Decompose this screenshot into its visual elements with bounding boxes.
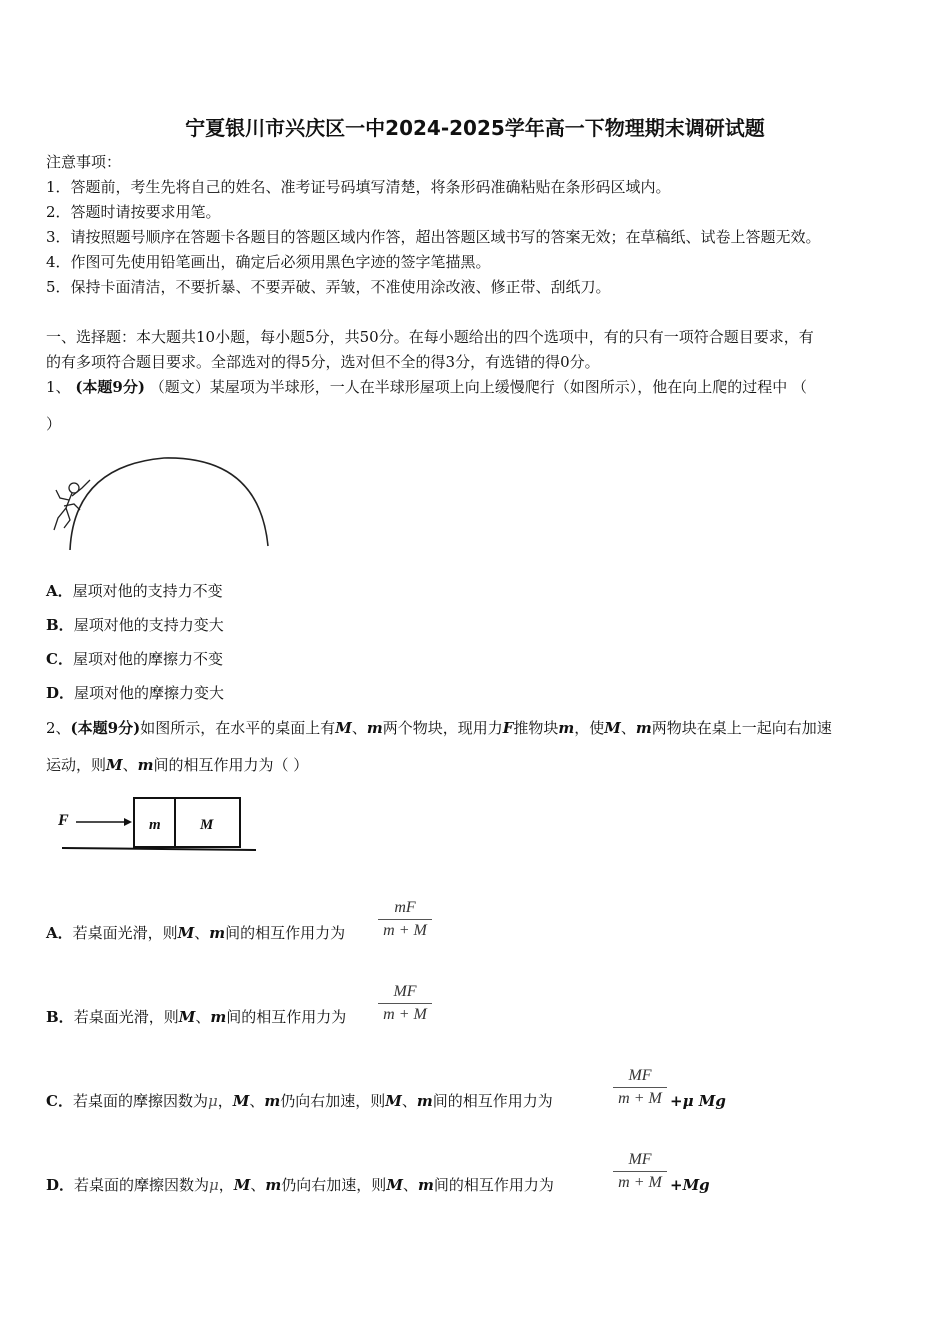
question-2-line2 [46, 755, 308, 775]
q2-text: 如图所示，在水平的桌面上有 [140, 719, 336, 737]
arrow-head [124, 818, 132, 826]
option-label: A． [46, 582, 73, 600]
numerator: MF [628, 1067, 652, 1084]
q2-text: 推物块 [513, 719, 559, 737]
note-item: 4．作图可先使用铅笔画出，确定后必须用黑色字迹的签字笔描黑。 [46, 253, 491, 271]
var-m: m [137, 756, 154, 774]
question-1 [46, 377, 807, 397]
q2-option-d[interactable] [46, 1175, 554, 1195]
page-title: 宁夏银川市兴庆区一中2024-2025学年高一下物理期末调研试题 [185, 116, 765, 140]
denominator: m + M [618, 1174, 662, 1191]
option-text: 仍向右加速，则 [281, 1176, 387, 1194]
option-text: ， [217, 1092, 233, 1110]
note-item: 5．保持卡面清洁，不要折暴、不要弄破、弄皱，不准使用涂改液、修正带、刮纸刀。 [46, 278, 611, 296]
table-surface [62, 848, 256, 850]
option-text: 仍向右加速，则 [280, 1092, 386, 1110]
section-intro-line1: 一、选择题：本大题共10小题，每小题5分，共50分。在每小题给出的四个选项中，有的只有一项符合题目要求，有 [46, 328, 814, 346]
fraction-c [613, 1066, 667, 1109]
var-m: m [558, 719, 575, 737]
option-text: ， [218, 1176, 234, 1194]
sep: 、 [351, 719, 367, 737]
denominator: m + M [618, 1090, 662, 1107]
option-label: C． [46, 650, 73, 668]
q1-text-cont: ） [46, 415, 62, 433]
q1-text: （题文）某屋项为半球形，一人在半球形屋项上向上缓慢爬行（如图所示），他在向上爬的过程中 （ [149, 378, 808, 396]
sep: 、 [402, 1176, 418, 1194]
dome-climber-figure [44, 446, 276, 554]
q1-tag: (本题9分) [75, 378, 145, 396]
block-m-label: m [149, 817, 161, 833]
blocks-figure [54, 792, 262, 856]
q1-option-c[interactable] [46, 649, 223, 669]
var-M: M [385, 1092, 402, 1110]
force-label: F [58, 812, 69, 829]
q2-text: 两物块在桌上一起向右加速 [651, 719, 832, 737]
option-text: 若桌面的摩擦因数为 [72, 1092, 208, 1110]
option-label: A． [46, 924, 73, 942]
option-text: 间的相互作用力为 [433, 1176, 554, 1194]
var-m: m [366, 719, 383, 737]
note-item: 2．答题时请按要求用笔。 [46, 203, 221, 221]
block-M-label: M [200, 817, 214, 833]
tail-d: +Mg [670, 1176, 710, 1194]
numerator: MF [628, 1151, 652, 1168]
fraction-d [613, 1150, 667, 1193]
option-label: B． [46, 1008, 74, 1026]
q2-tag: (本题9分) [70, 719, 141, 737]
mu-symbol: μ [209, 1176, 219, 1194]
sep: 、 [195, 1008, 211, 1026]
option-text: 间的相互作用力为 [432, 1092, 553, 1110]
var-m: m [209, 924, 226, 942]
q1-option-d[interactable] [46, 683, 224, 703]
mu-symbol: μ [207, 1092, 218, 1110]
option-label: B． [46, 616, 74, 634]
q1-number: 1、 [46, 378, 71, 396]
option-text: 屋项对他的支持力不变 [72, 582, 223, 600]
q1-option-a[interactable] [46, 581, 223, 601]
var-m: m [210, 1008, 227, 1026]
notes-heading: 注意事项： [46, 153, 122, 171]
q2-text: 间的相互作用力为（ ） [153, 756, 309, 774]
fraction-b [378, 982, 432, 1025]
var-m: m [265, 1176, 282, 1194]
option-text: 若桌面的摩擦因数为 [74, 1176, 210, 1194]
var-M: M [233, 1176, 251, 1194]
q2-text: ，使 [574, 719, 605, 737]
numerator: MF [393, 983, 417, 1000]
q2-option-b[interactable] [46, 1007, 346, 1027]
option-text: 若桌面光滑，则 [73, 1008, 179, 1026]
var-M: M [386, 1176, 403, 1194]
var-m: m [417, 1176, 434, 1194]
note-item: 1．答题前，考生先将自己的姓名、准考证号码填写清楚，将条形码准确粘贴在条形码区域内。 [46, 178, 671, 196]
option-label: C． [46, 1092, 73, 1110]
sep: 、 [401, 1092, 417, 1110]
denominator: m + M [383, 1006, 427, 1023]
q2-text: 运动，则 [46, 756, 107, 774]
var-M: M [177, 924, 195, 942]
dome-arc [70, 458, 268, 550]
option-text: 间的相互作用力为 [225, 924, 346, 942]
q1-option-b[interactable] [46, 615, 224, 635]
option-label: D． [46, 684, 75, 702]
q2-number: 2、 [46, 719, 71, 737]
denominator: m + M [383, 922, 427, 939]
option-text: 屋项对他的支持力变大 [73, 616, 224, 634]
sep: 、 [250, 1176, 266, 1194]
climber-icon [54, 480, 90, 530]
sep: 、 [122, 756, 138, 774]
sep: 、 [249, 1092, 265, 1110]
fraction-a [378, 898, 432, 941]
sep: 、 [194, 924, 210, 942]
var-m: m [416, 1092, 433, 1110]
var-M: M [106, 756, 123, 774]
option-text: 屋项对他的摩擦力变大 [74, 684, 225, 702]
option-text: 间的相互作用力为 [226, 1008, 347, 1026]
sep: 、 [620, 719, 636, 737]
var-M: M [232, 1092, 250, 1110]
var-M: M [335, 719, 352, 737]
var-m: m [264, 1092, 281, 1110]
section-intro-line2: 的有多项符合题目要求。全部选对的得5分，选对但不全的得3分，有选错的得0分。 [46, 353, 600, 371]
q2-option-a[interactable] [46, 923, 345, 943]
q2-option-c[interactable] [46, 1091, 553, 1111]
option-text: 屋项对他的摩擦力不变 [72, 650, 223, 668]
numerator: mF [394, 899, 416, 916]
question-2 [46, 718, 832, 738]
q2-text: 两个物块，现用力 [382, 719, 503, 737]
note-item: 3．请按照题号顺序在答题卡各题目的答题区域内作答，超出答题区域书写的答案无效；在草稿纸、试卷上答题无效。 [46, 228, 821, 246]
option-text: 若桌面光滑，则 [72, 924, 178, 942]
tail-c: +μ Mg [670, 1092, 726, 1110]
option-label: D． [46, 1176, 75, 1194]
var-M: M [178, 1008, 196, 1026]
var-m: m [635, 719, 652, 737]
var-M: M [604, 719, 621, 737]
var-F: F [502, 719, 514, 737]
